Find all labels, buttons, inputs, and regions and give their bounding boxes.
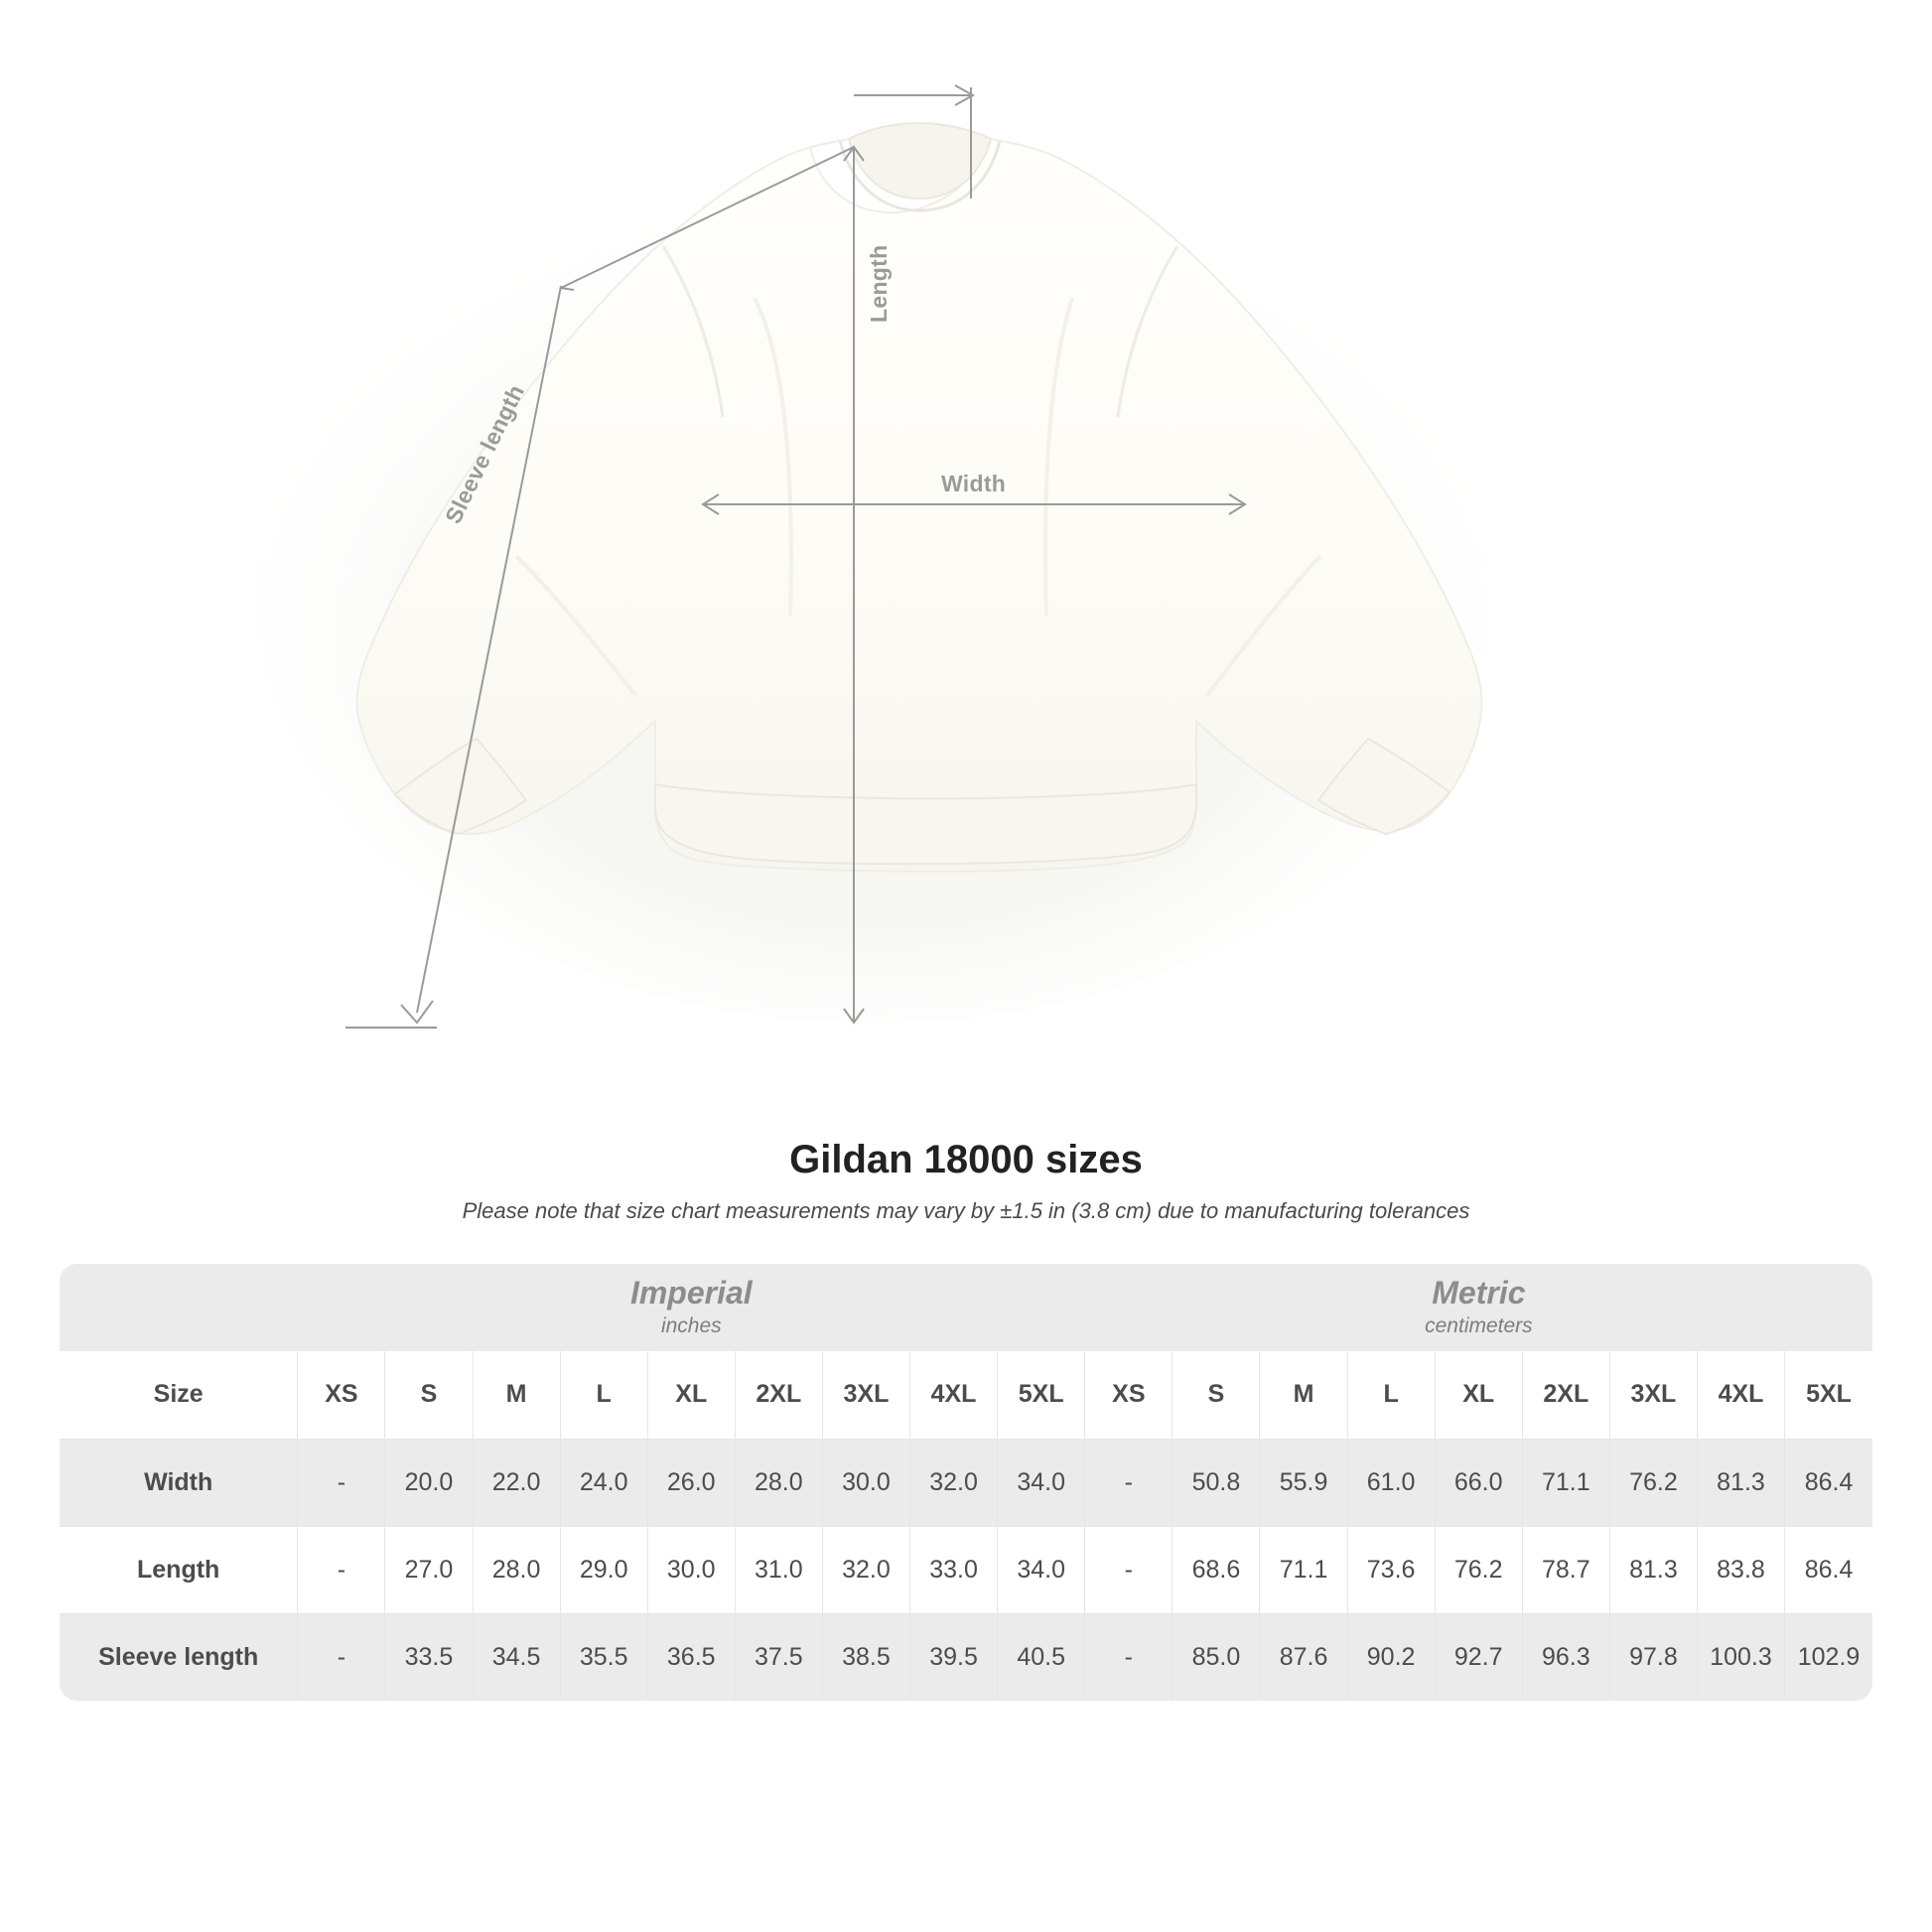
measurement-cell: -	[298, 1526, 385, 1613]
measurement-cell: 71.1	[1260, 1526, 1347, 1613]
measurement-cell: 55.9	[1260, 1439, 1347, 1526]
measurement-cell: -	[1085, 1526, 1173, 1613]
unit-banner-metric	[1085, 1264, 1872, 1351]
measurement-cell: 86.4	[1785, 1526, 1872, 1613]
size-header-cell: XL	[647, 1351, 735, 1439]
measurement-cell: 27.0	[385, 1526, 473, 1613]
page-title: Gildan 18000 sizes	[789, 1138, 1143, 1181]
measurement-cell: 33.5	[385, 1613, 473, 1701]
measurement-cell: 34.5	[473, 1613, 560, 1701]
measurement-cell: 78.7	[1522, 1526, 1609, 1613]
measurement-cell: 32.0	[822, 1526, 909, 1613]
title-block	[0, 1138, 1932, 1224]
measurement-cell: 24.0	[560, 1439, 647, 1526]
measurement-cell: 61.0	[1347, 1439, 1435, 1526]
measurement-cell: 31.0	[735, 1526, 822, 1613]
size-table	[60, 1264, 1872, 1701]
tolerance-note: Please note that size chart measurements may vary by ±1.5 in (3.8 cm) due to manufacturing tolerances	[462, 1198, 1470, 1223]
measurement-cell: -	[298, 1613, 385, 1701]
measurement-cell: 71.1	[1522, 1439, 1609, 1526]
measurement-cell: 81.3	[1697, 1439, 1784, 1526]
measurement-cell: 33.0	[909, 1526, 997, 1613]
measurement-cell: 85.0	[1173, 1613, 1260, 1701]
size-header-cell: L	[560, 1351, 647, 1439]
sweatshirt-shape	[357, 123, 1482, 872]
unit-sublabel: centimeters	[1425, 1313, 1533, 1337]
measurement-cell: 73.6	[1347, 1526, 1435, 1613]
size-header-cell: S	[385, 1351, 473, 1439]
table-row	[60, 1439, 1872, 1526]
table-row	[60, 1613, 1872, 1701]
unit-banner-imperial	[298, 1264, 1085, 1351]
size-header-cell: L	[1347, 1351, 1435, 1439]
measurement-cell: 96.3	[1522, 1613, 1609, 1701]
measurement-cell: 90.2	[1347, 1613, 1435, 1701]
measurement-cell: 38.5	[822, 1613, 909, 1701]
measurement-cell: 100.3	[1697, 1613, 1784, 1701]
size-header-cell: M	[473, 1351, 560, 1439]
measurement-cell: 20.0	[385, 1439, 473, 1526]
measurement-cell: 37.5	[735, 1613, 822, 1701]
unit-name: Imperial	[629, 1274, 753, 1311]
measurement-cell: 32.0	[909, 1439, 997, 1526]
measurement-cell: 29.0	[560, 1526, 647, 1613]
size-header-cell: XL	[1435, 1351, 1522, 1439]
sleeve-length-label: Sleeve length	[440, 380, 530, 528]
measurement-cell: 30.0	[647, 1526, 735, 1613]
size-header-row	[60, 1351, 1872, 1439]
measurement-cell: 86.4	[1785, 1439, 1872, 1526]
measurement-cell: 81.3	[1609, 1526, 1697, 1613]
measurement-cell: 83.8	[1697, 1526, 1784, 1613]
measurement-cell: 39.5	[909, 1613, 997, 1701]
measurement-cell: -	[1085, 1613, 1173, 1701]
size-header-cell: S	[1173, 1351, 1260, 1439]
measurement-cell: 97.8	[1609, 1613, 1697, 1701]
measurement-cell: 30.0	[822, 1439, 909, 1526]
length-label: Length	[866, 244, 892, 323]
size-header-cell: 2XL	[1522, 1351, 1609, 1439]
measurement-cell: 28.0	[735, 1439, 822, 1526]
measurement-cell: 102.9	[1785, 1613, 1872, 1701]
measurement-cell: -	[1085, 1439, 1173, 1526]
width-label: Width	[941, 471, 1007, 496]
size-header-cell: 5XL	[1785, 1351, 1872, 1439]
measurement-cell: 34.0	[998, 1526, 1085, 1613]
size-header-cell: 3XL	[822, 1351, 909, 1439]
measurement-cell: 35.5	[560, 1613, 647, 1701]
size-header-cell: 4XL	[1697, 1351, 1784, 1439]
measurement-cell: 92.7	[1435, 1613, 1522, 1701]
measurement-cell: 28.0	[473, 1526, 560, 1613]
measurement-cell: 40.5	[998, 1613, 1085, 1701]
measurement-cell: 50.8	[1173, 1439, 1260, 1526]
measurement-cell: 26.0	[647, 1439, 735, 1526]
row-label-width: Width	[60, 1439, 298, 1526]
measurement-cell: 34.0	[998, 1439, 1085, 1526]
size-table-body	[60, 1264, 1872, 1701]
size-header-cell: M	[1260, 1351, 1347, 1439]
measurement-cell: 87.6	[1260, 1613, 1347, 1701]
size-header-cell: 4XL	[909, 1351, 997, 1439]
size-header-cell: 3XL	[1609, 1351, 1697, 1439]
unit-sublabel: inches	[660, 1313, 722, 1337]
unit-banner-row	[60, 1264, 1872, 1351]
table-row	[60, 1526, 1872, 1613]
measurement-cell: -	[298, 1439, 385, 1526]
size-header-label: Size	[60, 1351, 298, 1439]
size-table-container	[60, 1264, 1872, 1701]
size-header-cell: 2XL	[735, 1351, 822, 1439]
row-label-sleeve-length: Sleeve length	[60, 1613, 298, 1701]
size-header-cell: 5XL	[998, 1351, 1085, 1439]
measurement-cell: 76.2	[1435, 1526, 1522, 1613]
measurement-cell: 68.6	[1173, 1526, 1260, 1613]
unit-banner-spacer	[60, 1264, 298, 1351]
measurement-cell: 36.5	[647, 1613, 735, 1701]
size-header-cell: XS	[298, 1351, 385, 1439]
measurement-cell: 66.0	[1435, 1439, 1522, 1526]
row-label-length: Length	[60, 1526, 298, 1613]
measurement-cell: 22.0	[473, 1439, 560, 1526]
size-header-cell: XS	[1085, 1351, 1173, 1439]
unit-name: Metric	[1432, 1274, 1526, 1311]
measurement-cell: 76.2	[1609, 1439, 1697, 1526]
